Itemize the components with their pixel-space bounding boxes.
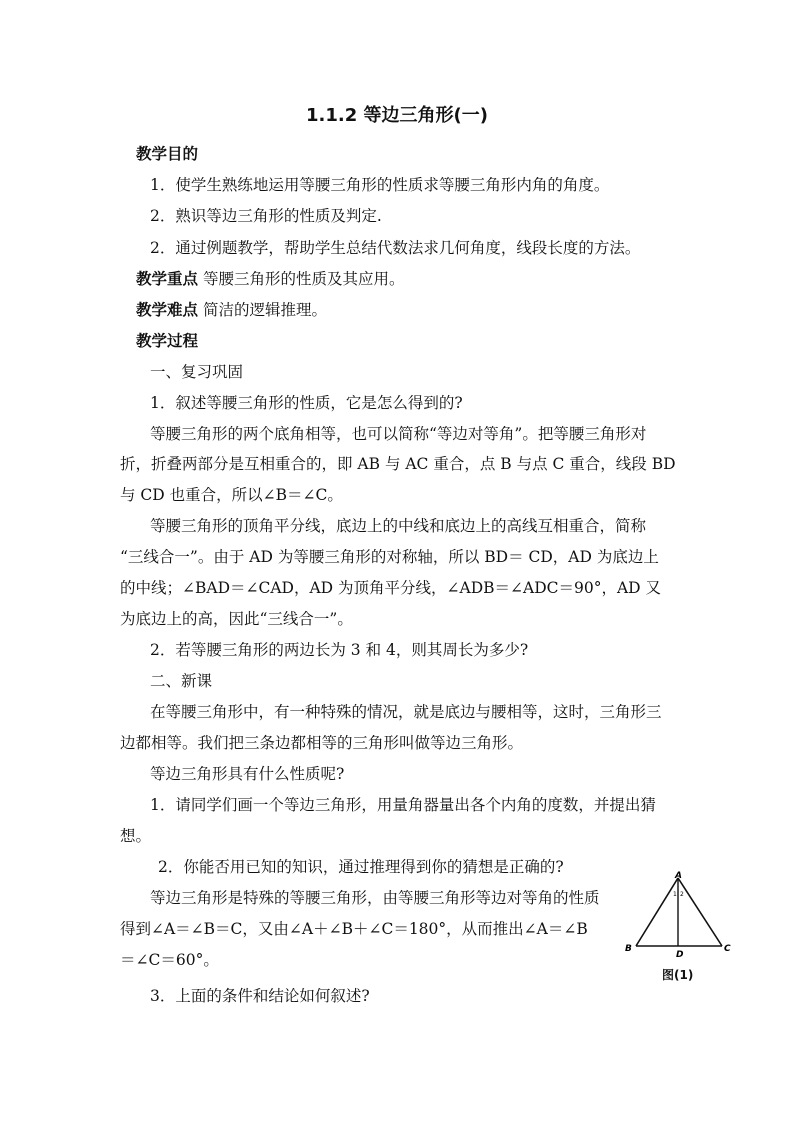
objective-item-2: 2．熟识等边三角形的性质及判定. <box>150 207 382 225</box>
new-lesson-item-2: 2．你能否用已知的知识，通过推理得到你的猜想是正确的? <box>158 858 564 876</box>
label-c: C <box>724 944 731 954</box>
review-paragraph-2-line-2: “三线合一”。由于 AD 为等腰三角形的对称轴，所以 BD＝ CD，AD 为底边上 <box>120 548 659 566</box>
new-lesson-item-3: 3．上面的条件和结论如何叙述? <box>150 987 370 1005</box>
difficulty-label: 教学难点 <box>136 301 199 319</box>
new-lesson-paragraph-line-1: 在等腰三角形中，有一种特殊的情况，就是底边与腰相等，这时，三角形三 <box>150 703 662 721</box>
review-question-1: 1．叙述等腰三角形的性质，它是怎么得到的? <box>150 394 463 412</box>
label-a: A <box>675 871 682 881</box>
review-paragraph-2-line-1: 等腰三角形的顶角平分线，底边上的中线和底边上的高线互相重合，简称 <box>150 517 647 535</box>
key-point <box>136 268 404 290</box>
new-lesson-paragraph-line-2: 边都相等。我们把三条边都相等的三角形叫做等边三角形。 <box>120 734 524 752</box>
key-point-text: 等腰三角形的性质及其应用。 <box>202 270 405 288</box>
section-new-lesson-heading: 二、新课 <box>150 672 213 690</box>
review-paragraph-2-line-4: 为底边上的高，因此“三线合一”。 <box>120 610 353 628</box>
side-ac <box>678 878 722 946</box>
new-lesson-question: 等边三角形具有什么性质呢? <box>150 765 345 783</box>
label-d: D <box>676 950 684 960</box>
objectives-heading: 教学目的 <box>136 145 199 163</box>
label-angle-1: 1 <box>673 891 677 898</box>
objective-item-3: 2．通过例题教学，帮助学生总结代数法求几何角度，线段长度的方法。 <box>150 239 641 257</box>
section-review-heading: 一、复习巩固 <box>150 363 244 381</box>
key-point-label: 教学重点 <box>136 270 199 288</box>
process-heading: 教学过程 <box>136 332 199 350</box>
figure-caption: 图(1) <box>662 968 694 982</box>
label-b: B <box>625 944 632 954</box>
new-lesson-item-1-line-2: 想。 <box>120 827 152 845</box>
difficulty <box>136 299 327 321</box>
proof-paragraph-line-1: 等边三角形是特殊的等腰三角形，由等腰三角形等边对等角的性质 <box>150 889 600 907</box>
label-angle-2: 2 <box>680 891 684 898</box>
review-question-2: 2．若等腰三角形的两边长为 3 和 4，则其周长为多少? <box>150 641 529 659</box>
page-title: 1.1.2 等边三角形(一) <box>306 105 488 126</box>
review-paragraph-1-line-1: 等腰三角形的两个底角相等，也可以简称“等边对等角”。把等腰三角形对 <box>150 425 647 443</box>
difficulty-text: 简洁的逻辑推理。 <box>202 301 327 319</box>
new-lesson-item-1-line-1: 1．请同学们画一个等边三角形，用量角器量出各个内角的度数，并提出猜 <box>150 796 656 814</box>
review-paragraph-1-line-2: 折，折叠两部分是互相重合的，即 AB 与 AC 重合，点 B 与点 C 重合，线段 BD <box>120 455 676 473</box>
review-paragraph-2-line-3: 的中线；∠BAD＝∠CAD，AD 为顶角平分线，∠ADB＝∠ADC＝90°，AD 又 <box>120 579 662 597</box>
side-ab <box>636 878 678 946</box>
review-paragraph-1-line-3: 与 CD 也重合，所以∠B＝∠C。 <box>120 486 343 504</box>
objective-item-1: 1．使学生熟练地运用等腰三角形的性质求等腰三角形内角的角度。 <box>150 176 610 194</box>
proof-paragraph-line-2: 得到∠A＝∠B＝C，又由∠A＋∠B＋∠C＝180°，从而推出∠A＝∠B <box>120 920 588 938</box>
proof-paragraph-line-3: ＝∠C＝60°。 <box>120 951 219 969</box>
